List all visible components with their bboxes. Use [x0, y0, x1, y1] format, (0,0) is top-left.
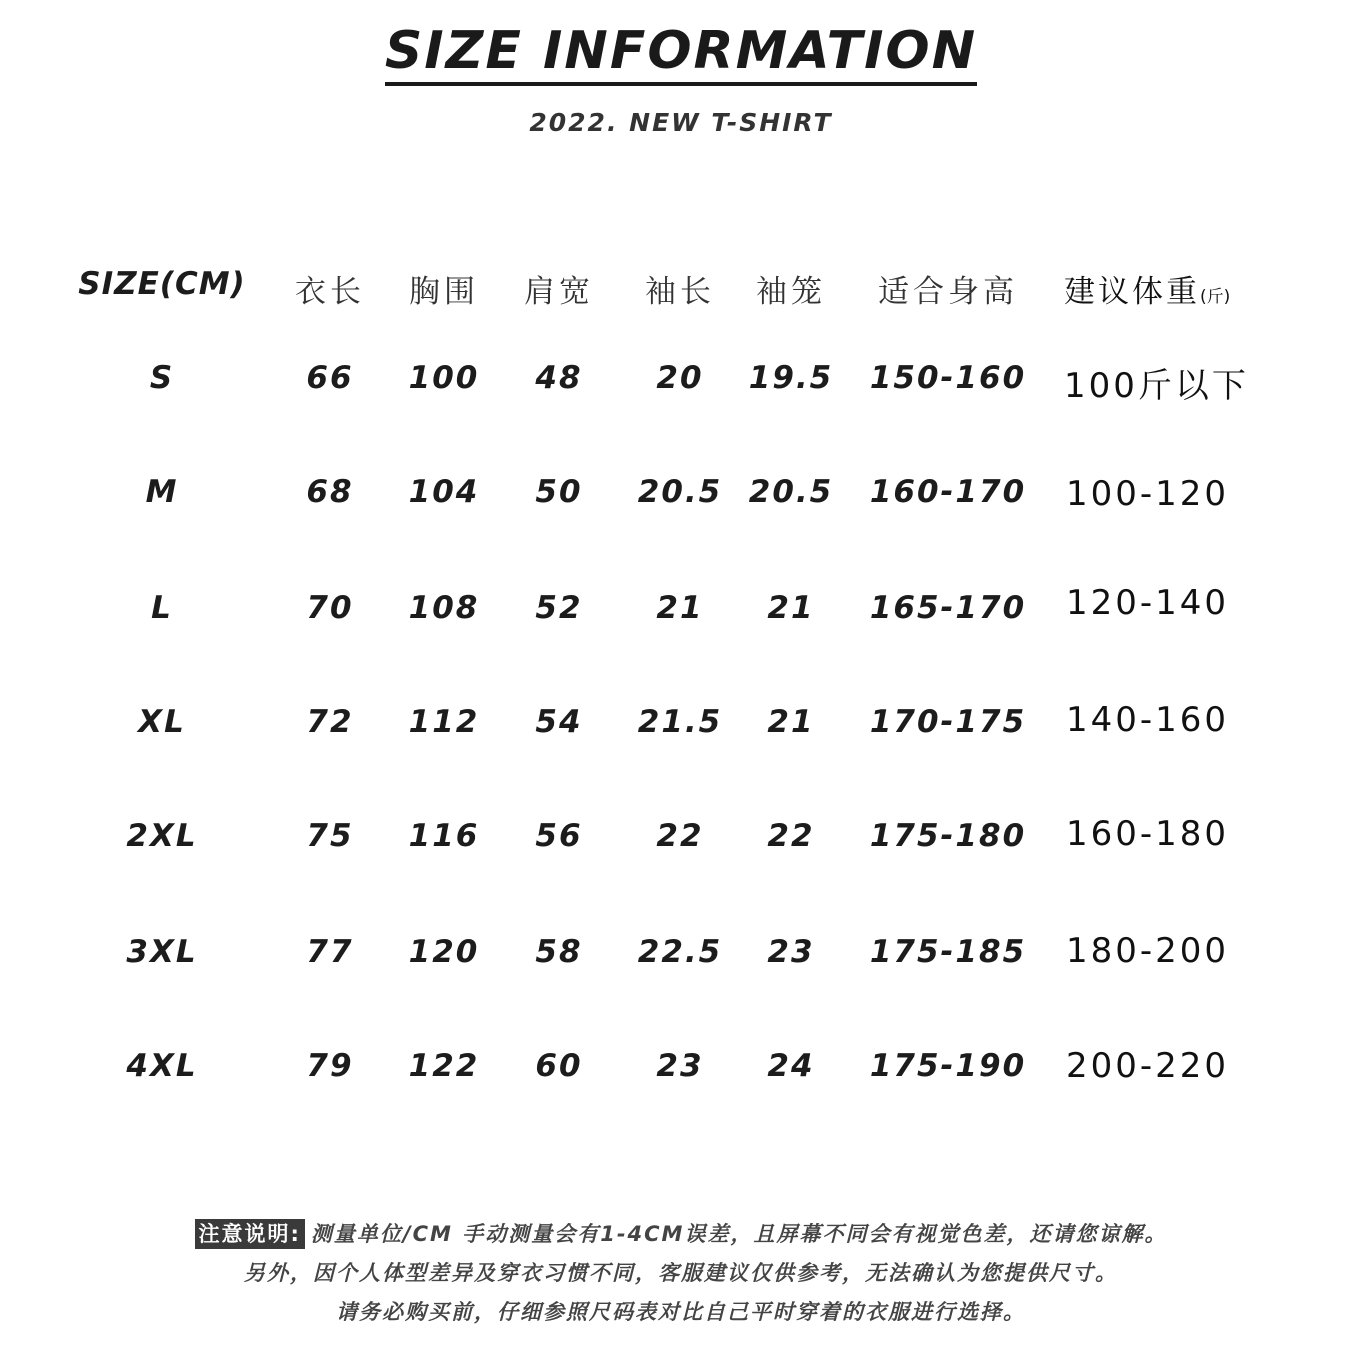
cell-armhole: 21 — [767, 590, 815, 626]
cell-length: 77 — [306, 934, 354, 970]
header-sleeve-length: 袖长 — [645, 274, 715, 310]
cell-length: 72 — [306, 704, 354, 740]
cell-weight: 200-220 — [1066, 1046, 1230, 1086]
cell-shoulder: 54 — [535, 704, 583, 740]
cell-sleeve-length: 22.5 — [637, 934, 723, 970]
cell-height: 165-170 — [869, 590, 1027, 626]
cell-weight: 100斤以下 — [1064, 366, 1249, 406]
cell-length: 68 — [306, 474, 354, 510]
notes-text-1: 测量单位/CM 手动测量会有1-4CM误差，且屏幕不同会有视觉色差，还请您谅解。 — [310, 1222, 1168, 1246]
cell-length: 66 — [306, 360, 354, 396]
cell-weight: 160-180 — [1066, 814, 1230, 854]
cell-sleeve-length: 20.5 — [637, 474, 723, 510]
cell-sleeve-length: 21 — [656, 590, 704, 626]
cell-length: 79 — [306, 1048, 354, 1084]
cell-shoulder: 60 — [535, 1048, 583, 1084]
cell-chest: 122 — [408, 1048, 480, 1084]
cell-weight: 120-140 — [1066, 583, 1230, 623]
cell-armhole: 20.5 — [748, 474, 834, 510]
notes — [0, 1215, 1362, 1332]
cell-armhole: 21 — [767, 704, 815, 740]
cell-length: 70 — [306, 590, 354, 626]
header-chest: 胸围 — [409, 274, 479, 310]
cell-weight: 180-200 — [1066, 931, 1230, 971]
cell-height: 170-175 — [869, 704, 1027, 740]
header-length: 衣长 — [295, 274, 365, 310]
cell-size: L — [151, 590, 173, 626]
page-title: SIZE INFORMATION — [385, 22, 977, 86]
cell-armhole: 23 — [767, 934, 815, 970]
cell-weight: 140-160 — [1066, 700, 1230, 740]
cell-armhole: 24 — [767, 1048, 815, 1084]
cell-shoulder: 56 — [535, 818, 583, 854]
header-height: 适合身高 — [878, 274, 1018, 310]
header-shoulder: 肩宽 — [524, 274, 594, 310]
cell-chest: 100 — [408, 360, 480, 396]
header-weight-unit: (斤) — [1200, 287, 1231, 307]
header-weight-label: 建议体重 — [1064, 274, 1200, 310]
notes-line-3: 请务必购买前，仔细参照尺码表对比自己平时穿着的衣服进行选择。 — [336, 1300, 1026, 1324]
cell-size: XL — [138, 704, 186, 740]
cell-armhole: 22 — [767, 818, 815, 854]
title — [0, 22, 1362, 86]
cell-sleeve-length: 22 — [656, 818, 704, 854]
header-weight — [1064, 266, 1230, 311]
notes-badge: 注意说明: — [195, 1219, 305, 1249]
cell-size: S — [149, 360, 175, 396]
cell-height: 175-180 — [869, 818, 1027, 854]
cell-sleeve-length: 23 — [656, 1048, 704, 1084]
header-armhole: 袖笼 — [756, 274, 826, 310]
cell-shoulder: 58 — [535, 934, 583, 970]
cell-size: 4XL — [126, 1048, 198, 1084]
cell-chest: 112 — [408, 704, 480, 740]
notes-line-2: 另外，因个人体型差异及穿衣习惯不同，客服建议仅供参考，无法确认为您提供尺寸。 — [244, 1261, 1118, 1285]
cell-shoulder: 52 — [535, 590, 583, 626]
cell-height: 160-170 — [869, 474, 1027, 510]
cell-sleeve-length: 21.5 — [637, 704, 723, 740]
cell-height: 175-190 — [869, 1048, 1027, 1084]
subtitle: 2022. NEW T-SHIRT — [529, 108, 833, 137]
cell-length: 75 — [306, 818, 354, 854]
cell-weight: 100-120 — [1066, 474, 1230, 514]
cell-size: M — [145, 474, 179, 510]
cell-size: 3XL — [126, 934, 198, 970]
cell-height: 175-185 — [869, 934, 1027, 970]
cell-armhole: 19.5 — [748, 360, 834, 396]
cell-height: 150-160 — [869, 360, 1027, 396]
cell-chest: 104 — [408, 474, 480, 510]
cell-chest: 116 — [408, 818, 480, 854]
cell-chest: 120 — [408, 934, 480, 970]
notes-line-1 — [0, 1215, 1362, 1254]
cell-size: 2XL — [126, 818, 198, 854]
header-size: SIZE(CM) — [78, 266, 246, 302]
cell-chest: 108 — [408, 590, 480, 626]
cell-shoulder: 50 — [535, 474, 583, 510]
cell-sleeve-length: 20 — [656, 360, 704, 396]
cell-shoulder: 48 — [535, 360, 583, 396]
